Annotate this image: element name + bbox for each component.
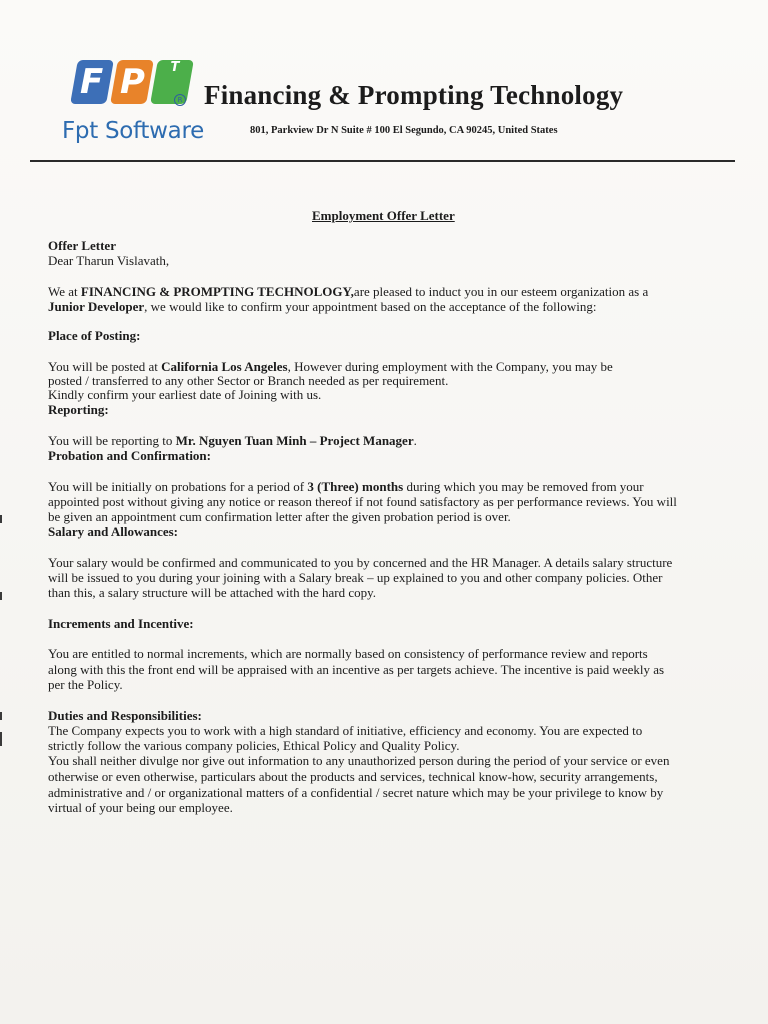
fpt-logo-tiles: [66, 58, 192, 110]
document-title: Employment Offer Letter: [312, 208, 455, 223]
salutation: [48, 253, 169, 268]
reporting-text: .: [413, 433, 417, 448]
section-heading-increments: Increments and Incentive:: [48, 616, 194, 631]
intro-role: Junior Developer: [48, 299, 145, 314]
section-heading-duties: Duties and Responsibilities:: [48, 708, 202, 723]
company-name: Financing & Prompting Technology: [204, 80, 624, 110]
salutation-text: Dear Tharun Vislavath,: [48, 253, 170, 268]
salary-line-2: will be issued to you during your joining with a Salary break – up explained to you and other company policies. Other: [48, 570, 663, 585]
reporting-manager: Mr. Nguyen Tuan Minh – Project Manager: [175, 433, 414, 448]
section-heading-salary: Salary and Allowances:: [48, 524, 179, 539]
increments-line-2: along with this the front end will be appraised with an incentive as per targets achieve. The incentive is paid weekly as: [48, 662, 665, 677]
registered-mark-icon: R: [174, 94, 186, 106]
duties-line-2: strictly follow the various company policies, Ethical Policy and Quality Policy.: [48, 738, 460, 753]
intro-text: are pleased to induct you in our esteem organization as a: [353, 284, 649, 299]
fpt-logo: [62, 58, 204, 154]
duties-line-1: The Company expects you to work with a high standard of initiative, efficiency and economy. You are expected to: [48, 723, 643, 738]
header-divider: [30, 160, 735, 162]
duties-line-6: virtual of your being our employee.: [48, 800, 233, 815]
intro-company: FINANCING & PROMPTING TECHNOLOGY,: [80, 284, 354, 299]
probation-text: You will be initially on probations for a period of: [48, 479, 308, 494]
duties-line-3: You shall neither divulge nor give out information to any unauthorized person during the period of your service or even: [48, 753, 670, 768]
intro-text: We at: [48, 284, 81, 299]
posting-line-1: [48, 359, 613, 374]
reporting-line-1: [48, 433, 417, 448]
scan-edge-mark: [0, 515, 2, 523]
increments-line-1: You are entitled to normal increments, which are normally based on consistency of performance review and reports: [48, 646, 648, 661]
logo-tile-t: T: [150, 60, 194, 104]
subject-line: Offer Letter: [48, 238, 116, 253]
salary-line-3: than this, a salary structure will be attached with the hard copy.: [48, 585, 377, 600]
intro-text: , we would like to confirm your appointment based on the acceptance of the following:: [144, 299, 597, 314]
duties-line-4: otherwise or even otherwise, particulars about the products and services, technical know-how, security arrangements,: [48, 769, 658, 784]
logo-tile-p: P: [110, 60, 154, 104]
scan-edge-mark: [0, 592, 2, 600]
duties-line-5: administrative and / or organizational matters of a confidential / secret nature which may be your privilege to know by: [48, 785, 664, 800]
section-heading-posting: Place of Posting:: [48, 328, 141, 343]
intro-line-2: [48, 299, 597, 314]
reporting-text: You will be reporting to: [48, 433, 176, 448]
intro-line-1: [48, 284, 648, 299]
probation-text: during which you may be removed from your: [403, 479, 644, 494]
posting-text: , However during employment with the Company, you may be: [287, 359, 613, 374]
logo-subtitle: Fpt Software: [62, 118, 204, 144]
posting-location: California Los Angeles: [161, 359, 288, 374]
scan-edge-mark: [0, 712, 2, 720]
section-heading-probation: Probation and Confirmation:: [48, 448, 211, 463]
posting-line-2: posted / transferred to any other Sector or Branch needed as per requirement.: [48, 373, 449, 388]
probation-line-1: [48, 479, 644, 494]
salary-line-1: Your salary would be confirmed and communicated to you by concerned and the HR Manager. A details salary structure: [48, 555, 673, 570]
posting-text: You will be posted at: [48, 359, 162, 374]
company-address: 801, Parkview Dr N Suite # 100 El Segundo, CA 90245, United States: [250, 125, 558, 136]
probation-line-2: appointed post without giving any notice or reason thereof if not found satisfactory as per performance reviews. You will: [48, 494, 677, 509]
posting-line-3: Kindly confirm your earliest date of Joining with us.: [48, 387, 322, 402]
scan-edge-mark: [0, 732, 2, 746]
probation-period: 3 (Three) months: [307, 479, 404, 494]
logo-tile-f: F: [70, 60, 114, 104]
section-heading-reporting: Reporting:: [48, 402, 109, 417]
probation-line-3: be given an appointment cum confirmation letter after the given probation period is over.: [48, 509, 511, 524]
increments-line-3: per the Policy.: [48, 677, 123, 692]
